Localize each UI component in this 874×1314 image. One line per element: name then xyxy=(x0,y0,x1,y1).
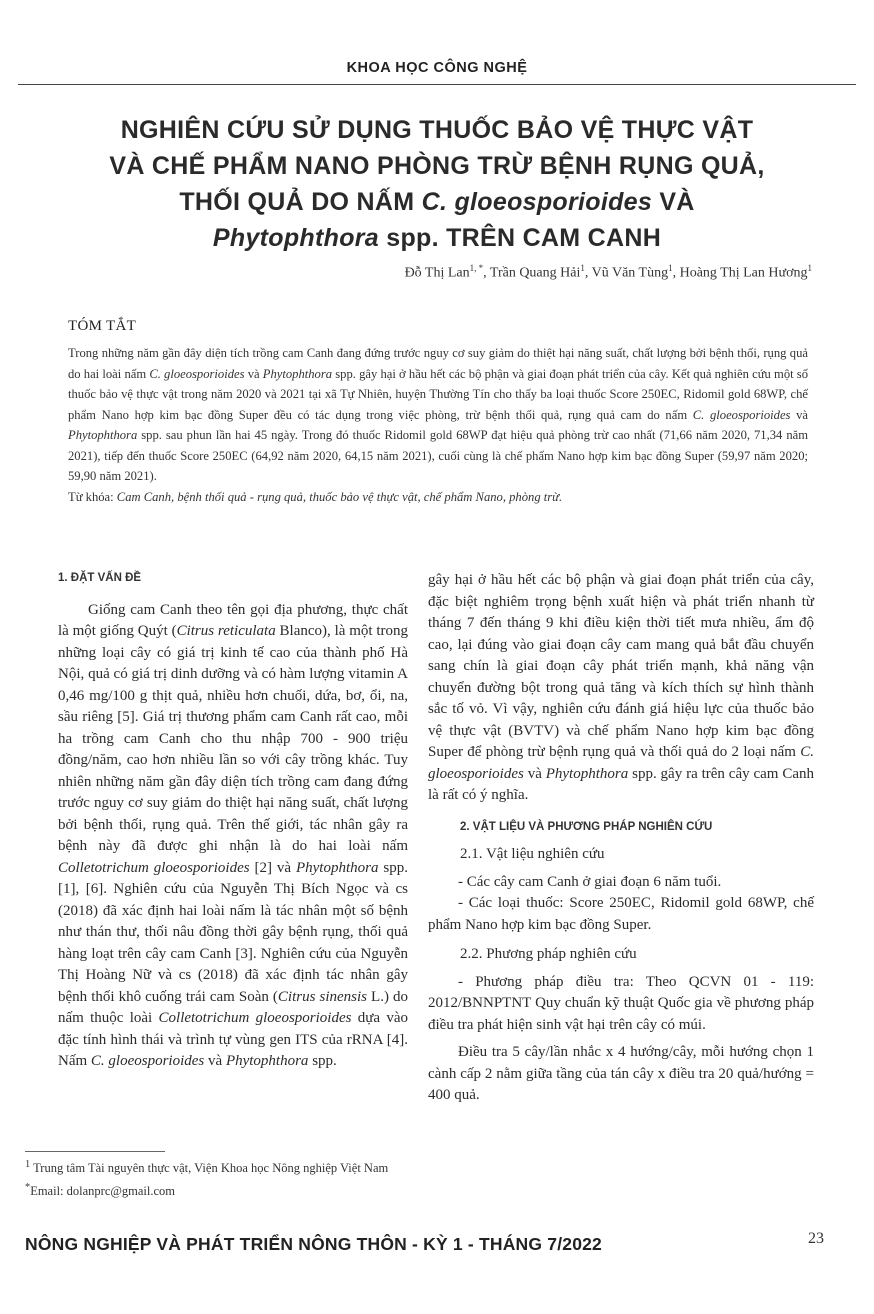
author-2-affil: 1 xyxy=(580,263,585,273)
species-name: Citrus sinensis xyxy=(277,988,367,1005)
intro-paragraph xyxy=(58,600,408,1073)
body-text: dựa vào đặc tính hình thái và trình tự vùng gen ITS của rRNA [4]. Nấm xyxy=(58,1010,408,1069)
title-line-3c: VÀ xyxy=(652,188,695,216)
title-line-3 xyxy=(40,184,834,220)
footnote-rule xyxy=(25,1151,165,1152)
title-line-1: NGHIÊN CỨU SỬ DỤNG THUỐC BẢO VỆ THỰC VẬT xyxy=(120,116,754,144)
author-list xyxy=(405,263,812,282)
page-number: 23 xyxy=(808,1230,824,1247)
body-text: và xyxy=(204,1053,226,1069)
abstract-text: và xyxy=(790,407,808,422)
title-line-4 xyxy=(40,220,834,256)
keywords-label: Từ khóa: xyxy=(68,489,117,504)
footnote-text: Trung tâm Tài nguyên thực vật, Viện Khoa học Nông nghiệp Việt Nam xyxy=(30,1161,389,1176)
footnote-marker: * xyxy=(25,1182,31,1194)
title-line-2: VÀ CHẾ PHẨM NANO PHÒNG TRỪ BỆNH RỤNG QUẢ, xyxy=(109,152,765,180)
species-name: Colletotrichum gloeosporioides xyxy=(158,1010,352,1026)
abstract-species: Phytophthora xyxy=(68,428,138,442)
author-3: , Vũ Văn Tùng xyxy=(584,265,669,281)
body-text: gây hại ở hầu hết các bộ phận và giai đoạn phát triển của cây, đặc biệt nghiêm trọng bệnh xuất hiện và phát triển nhanh từ tháng 7 đến tháng 9 khi điều kiện thời tiết mưa nhiều, ẩm độ cao, lại đúng vào giai đoạn cây cam mang quả bắt đầu chuyển sang chín là giai đoạn cây phát triển mạnh, khả năng vận chuyển đường bột trong quả tăng và kích thích sự hình thành sắc tố vỏ. Vì vậy, nghiên cứu đánh giá hiệu lực của thuốc bảo vệ thực vật (BVTV) và chế phẩm Nano hợp kim bạc đồng Super để phòng trừ bệnh rụng quả và thối quả do 2 loại nấm xyxy=(428,572,814,760)
body-text: L.) do nấm thuộc loài xyxy=(58,988,408,1026)
author-4-affil: 1 xyxy=(807,263,812,273)
subsection-2-1-heading: 2.1. Vật liệu nghiên cứu xyxy=(460,846,605,862)
species-name: Phytophthora xyxy=(545,765,629,782)
body-text: và xyxy=(523,765,546,782)
footnotes xyxy=(25,1155,405,1201)
species-name: Colletotrichum gloeosporioides xyxy=(58,859,250,876)
abstract-text: spp. sau phun lần hai 45 ngày. Trong đó thuốc Ridomil gold 68WP đạt hiệu quả phòng trừ cao nhất (71,66 năm 2020, 71,34 năm 2021), tiếp đến thuốc Score 250EC (64,92 năm 2020, 64,15 năm 2021), cuối cùng là chế phẩm Nano hợp kim bạc đồng Super (59,97 năm 2020; 59,90 năm 2021). xyxy=(68,428,808,483)
author-1: Đỗ Thị Lan xyxy=(404,265,470,281)
footnote-email xyxy=(25,1178,405,1201)
author-4: , Hoàng Thị Lan Hương xyxy=(672,265,808,281)
species-name: C. gloeosporioides xyxy=(428,744,814,782)
species-name: Citrus reticulata xyxy=(176,623,276,639)
species-name: Phytophthora xyxy=(225,1053,309,1069)
species-name: Phytophthora xyxy=(295,859,379,876)
abstract-text: và xyxy=(244,366,263,381)
body-text: Giống cam Canh theo tên gọi địa phương, thực chất là một giống Quýt ( xyxy=(58,601,408,639)
abstract-text: Trong những năm gần đây diện tích trồng cam Canh đang đứng trước nguy cơ suy giảm do thiệt hại năng suất, chất lượng bởi bệnh thối, rụng quả do hai loài nấm xyxy=(68,346,808,381)
species-name: C. gloeosporioides xyxy=(90,1053,205,1069)
abstract-text: spp. gây hại ở hầu hết các bộ phận và giai đoạn phát triển của cây. Kết quả nghiên cứu một số thuốc bảo vệ thực vật trong năm 2020 và 2021 tại xã Tự Nhiên, huyện Thường Tín cho thấy ba loại thuốc Score 250EC, Ridomil gold 68WP, chế phẩm Nano hợp kim bạc đồng Super đều có tác dụng trong việc phòng, trừ bệnh thối quả, rụng quả cam do nấm xyxy=(68,366,809,422)
title-line-3a: THỐI QUẢ DO NẤM xyxy=(179,188,422,216)
body-text: spp. xyxy=(308,1053,337,1069)
left-column xyxy=(58,568,408,1073)
subsection-2-2-heading: 2.2. Phương pháp nghiên cứu xyxy=(460,946,637,962)
footnote-marker: 1 xyxy=(25,1159,31,1170)
materials-item-2: - Các loại thuốc: Score 250EC, Ridomil gold 68WP, chế phẩm Nano hợp kim bạc đồng Super. xyxy=(428,895,814,933)
body-text: spp. [1], [6]. Nghiên cứu của Nguyễn Thị Bích Ngọc và cs (2018) đã xác định hai loài nấm là tác nhân một số bệnh như thán thư, thối nâu đồng thời gây bệnh rụng, thối quả hàng loạt trên cây cam Canh [3]. Nghiên cứu của Nguyễn Thị Hoàng Nữ và cs (2018) đã xác định tác nhân gây bệnh thối khô cuống trái cam Soàn ( xyxy=(58,859,408,1005)
abstract-species: Phytophthora xyxy=(262,366,333,381)
abstract-species: C. gloeosporioides xyxy=(149,366,245,381)
body-text: spp. gây ra trên cây cam Canh là rất có ý nghĩa. xyxy=(428,765,814,803)
journal-footer: NÔNG NGHIỆP VÀ PHÁT TRIỂN NÔNG THÔN - KỲ 1 - THÁNG 7/2022 xyxy=(25,1234,602,1254)
body-text: [2] và xyxy=(249,859,296,876)
methods-item-2: Điều tra 5 cây/lần nhắc x 4 hướng/cây, mỗi hướng chọn 1 cành cấp 2 nằm giữa tầng của tán cây x điều tra 20 quả/hướng = 400 quả. xyxy=(428,1044,814,1103)
header-rule xyxy=(18,84,856,85)
footnote-text: Email: dolanprc@gmail.com xyxy=(30,1184,176,1199)
abstract-heading: TÓM TẮT xyxy=(68,318,137,334)
keywords-text: Cam Canh, bệnh thối quả - rụng quả, thuốc bảo vệ thực vật, chế phẩm Nano, phòng trừ. xyxy=(116,489,563,504)
paper-title xyxy=(40,112,834,256)
abstract-species: C. gloeosporioides xyxy=(692,407,791,422)
section-label: KHOA HỌC CÔNG NGHỆ xyxy=(346,60,528,76)
title-species-1: C. gloeosporioides xyxy=(421,188,653,216)
author-2: , Trần Quang Hải xyxy=(483,265,581,281)
intro-continued xyxy=(428,570,814,807)
title-species-2: Phytophthora xyxy=(212,224,379,252)
abstract-paragraph xyxy=(68,343,808,487)
author-3-affil: 1 xyxy=(668,263,673,273)
body-text: Blanco), là một trong những loại cây có giá trị kinh tế cao của thành phố Hà Nội, quả có giá trị dinh dưỡng và có hàm lượng vitamin A 0,46 mg/100 g thịt quả, nhiều hơn chuối, dứa, bơ, ổi, na, sầu riêng [5]. Giá trị thương phẩm cam Canh rất cao, mỗi ha trồng cam Canh cho thu nhập 700 - 900 triệu đồng/năm, cao hơn nhiều lần so với cây trồng khác. Tuy nhiên những năm gần đây diện tích trồng cam đang đứng trước nguy cơ suy giảm do thiệt hại năng suất, chất lượng bởi bệnh thối, rụng quả. Trên thế giới, tác nhân gây ra bệnh này đã được ghi nhận là do hai loài nấm xyxy=(58,623,409,854)
section-2-heading: 2. VẬT LIỆU VÀ PHƯƠNG PHÁP NGHIÊN CỨU xyxy=(460,820,713,833)
methods-item-1: - Phương pháp điều tra: Theo QCVN 01 - 119: 2012/BNNPTNT Quy chuẩn kỹ thuật Quốc gia về phương pháp điều tra phát hiện sinh vật hại trên cây có múi. xyxy=(428,973,814,1033)
author-1-affil: 1, * xyxy=(469,263,484,273)
footnote-affiliation xyxy=(25,1155,405,1178)
abstract-body xyxy=(68,343,808,507)
title-line-4b: spp. TRÊN CAM CANH xyxy=(379,224,662,252)
materials-item-1: - Các cây cam Canh ở giai đoạn 6 năm tuổi. xyxy=(458,873,722,890)
section-1-heading: 1. ĐẶT VẤN ĐỀ xyxy=(58,572,142,584)
right-column xyxy=(428,570,814,1107)
keywords xyxy=(68,487,808,508)
